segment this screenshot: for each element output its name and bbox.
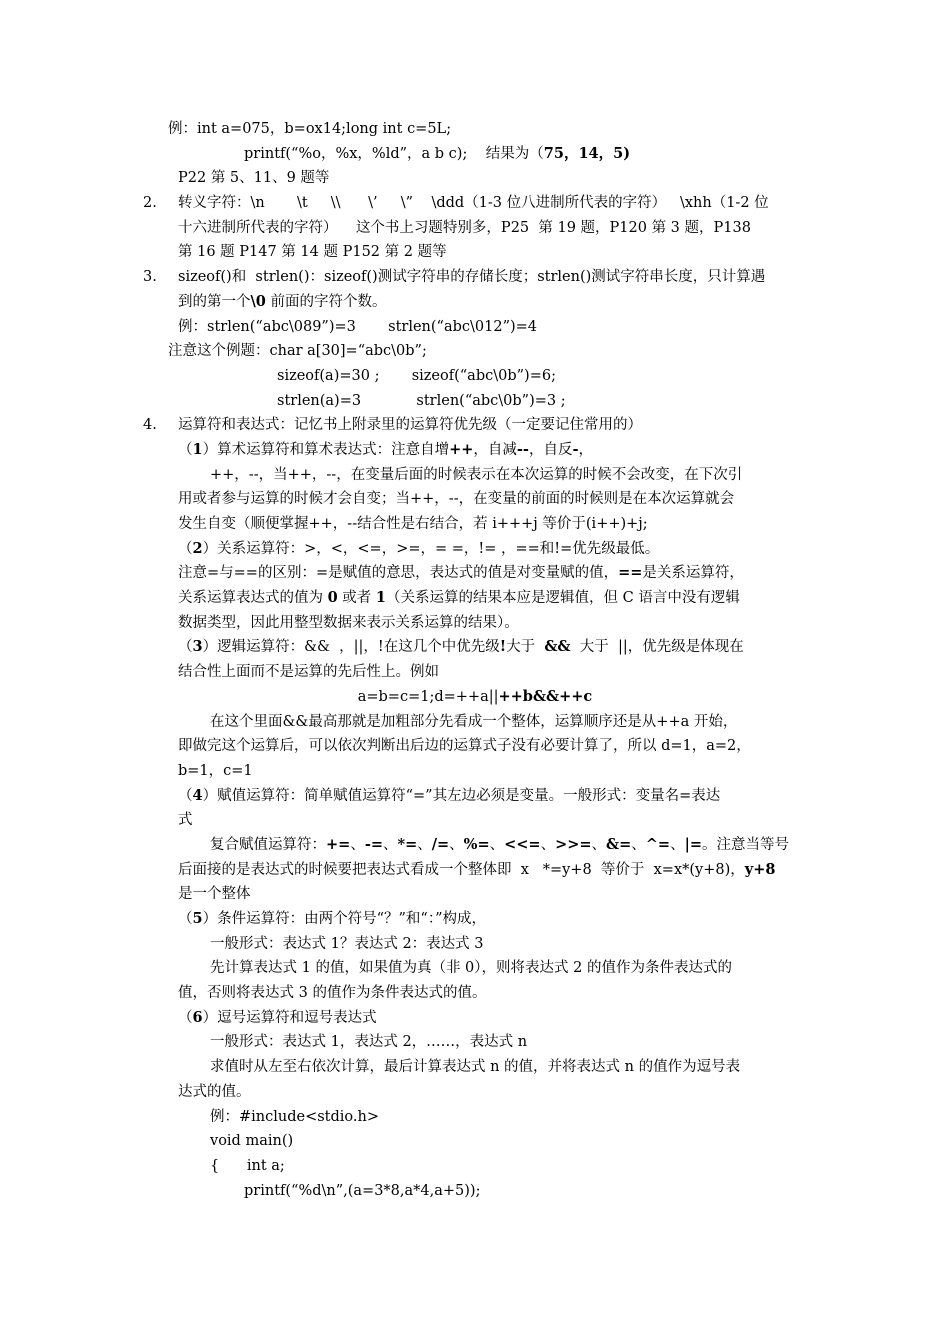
text-line: [0, 191, 950, 216]
bold-text: ==: [618, 564, 643, 582]
text-run: （关系运算的结果本应是逻辑值，但 C 语言中没有逻辑: [386, 590, 740, 607]
text-line: [0, 117, 950, 142]
text-line: [0, 290, 950, 315]
line-text: 在这个里面&&最高那就是加粗部分先看成一个整体，运算顺序还是从++a 开始，: [210, 713, 738, 730]
line-text: [178, 537, 659, 562]
line-text: 例：int a=075，b=ox14;long int c=5L;: [168, 121, 452, 137]
bold-text: 75，14，5): [543, 144, 631, 162]
text-run: ，: [578, 441, 593, 458]
text-run: 前面的字符个数。: [265, 293, 387, 310]
bold-text: 2: [192, 539, 203, 557]
list-number: 2.: [143, 195, 157, 212]
line-text: [178, 586, 740, 611]
text-line: [0, 660, 950, 685]
line-text: printf(“%d\n”,(a=3*8,a*4,a+5));: [244, 1182, 481, 1199]
text-line: [0, 1154, 950, 1179]
text-line: [0, 561, 950, 586]
bold-text: ++b&&++c: [498, 687, 593, 705]
text-run: 、: [449, 836, 464, 853]
text-line: [0, 882, 950, 907]
text-run: ）关系运算符：>，<，<=，>=，= =，!= ，==和!=优先级最低。: [202, 540, 660, 557]
line-text: 式: [178, 812, 193, 829]
text-line: [0, 907, 950, 932]
text-line: [0, 734, 950, 759]
text-line: [0, 413, 950, 438]
text-line: [0, 1129, 950, 1154]
line-text: 例：#include<stdio.h>: [210, 1108, 379, 1125]
line-text: [178, 1006, 377, 1031]
text-line: [0, 339, 950, 364]
line-text: [178, 907, 486, 932]
text-run: 、: [631, 836, 646, 853]
text-run: ）逻辑运算符：&& ，||，!在这几个中优先级: [202, 639, 500, 656]
text-run: 、: [417, 836, 432, 853]
text-run: ，自反: [528, 441, 573, 458]
bold-text: 0: [327, 589, 338, 607]
bold-text: <<=: [504, 835, 541, 853]
bold-text: y+8: [744, 860, 776, 878]
text-run: a=b=c=1;d=++a||: [357, 688, 499, 705]
text-run: 复合赋值运算符：: [210, 836, 326, 853]
line-text: [178, 635, 744, 660]
text-run: 、: [489, 836, 505, 853]
bold-text: !: [499, 638, 507, 656]
text-run: 、: [591, 836, 607, 853]
line-text: 达式的值。: [178, 1083, 251, 1100]
list-number: 3.: [143, 269, 157, 286]
text-line: [0, 833, 950, 858]
bold-text: -=: [364, 835, 383, 853]
line-text: 运算符和表达式：记忆书上附录里的运算符优先级（一定要记住常用的）: [178, 417, 642, 434]
text-run: 是关系运算符，: [642, 565, 744, 582]
line-text: 十六进制所代表的字符） 这个书上习题特别多，P25 第 19 题，P120 第 3 题，P138: [178, 219, 751, 236]
line-text: 是一个整体: [178, 886, 251, 903]
bold-text: ^=: [645, 835, 671, 853]
text-run: 大于: [506, 639, 545, 656]
line-text: 例：strlen(“abc\089”)=3 strlen(“abc\012”)=4: [178, 318, 538, 335]
text-run: 、: [350, 836, 365, 853]
text-run: （: [178, 787, 193, 804]
line-text: [244, 142, 630, 167]
line-text: [178, 561, 744, 586]
text-line: [0, 315, 950, 340]
line-text: 转义字符：\n \t \\ \’ \” \ddd（1-3 位八进制所代表的字符） \xhh（1-2 位: [178, 195, 769, 212]
bold-text: +=: [326, 835, 351, 853]
text-run: 到的第一个: [178, 293, 251, 310]
text-run: （: [178, 1009, 193, 1026]
bold-text: %=: [463, 835, 490, 853]
text-line: [0, 487, 950, 512]
text-run: ，自减: [473, 441, 517, 458]
bold-text: 1: [375, 589, 387, 607]
line-text: void main(): [210, 1133, 294, 1150]
text-line: [0, 1080, 950, 1105]
text-line: [0, 784, 950, 809]
text-run: 、: [670, 836, 685, 853]
text-line: [0, 611, 950, 636]
text-run: printf(“%o，%x，%ld”，a b c); 结果为（: [244, 145, 544, 162]
line-text: [210, 833, 789, 858]
text-line: [0, 1030, 950, 1055]
line-text: [178, 858, 775, 883]
line-text: 值，否则将表达式 3 的值作为条件表达式的值。: [178, 985, 487, 1002]
text-line: [0, 1006, 950, 1031]
line-text: 结合性上面而不是运算的先后性上。例如: [178, 664, 439, 681]
text-run: （: [178, 911, 193, 927]
text-line: [0, 1105, 950, 1130]
text-line: [0, 438, 950, 463]
bold-text: *=: [397, 835, 418, 853]
line-text: b=1，c=1: [178, 762, 253, 779]
bold-text: --: [516, 440, 529, 458]
text-run: ）算术运算符和算术表达式：注意自增: [202, 441, 450, 458]
text-line: [0, 142, 950, 167]
text-line: [0, 956, 950, 981]
text-run: 、: [382, 836, 398, 853]
text-line: [0, 981, 950, 1006]
bold-text: -: [572, 440, 579, 458]
text-run: （: [178, 441, 193, 458]
line-text: [358, 689, 593, 705]
line-text: 第 16 题 P147 第 14 题 P152 第 2 题等: [178, 244, 447, 261]
bold-text: >>=: [555, 835, 592, 853]
bold-text: \0: [250, 292, 266, 310]
bold-text: 3: [192, 638, 203, 656]
bold-text: 5: [192, 910, 203, 927]
line-text: 一般形式：表达式 1，表达式 2，……，表达式 n: [210, 1034, 528, 1051]
line-text: 注意这个例题：char a[30]=“abc\0b”;: [168, 343, 427, 360]
text-run: ）逗号运算符和逗号表达式: [202, 1009, 377, 1026]
line-text: P22 第 5、11、9 题等: [178, 170, 330, 187]
line-text: 数据类型，因此用整型数据来表示关系运算的结果）。: [178, 614, 519, 631]
text-run: （: [178, 639, 193, 656]
bold-text: 6: [192, 1008, 203, 1026]
line-text: [178, 784, 720, 809]
text-line: [0, 265, 950, 290]
line-text: 即做完这个运算后，可以依次判断出后边的运算式子没有必要计算了，所以 d=1，a=2，: [178, 738, 751, 755]
line-text: 求值时从左至右依次计算，最后计算表达式 n 的值，并将表达式 n 的值作为逗号表: [210, 1059, 741, 1076]
bold-text: &=: [606, 835, 632, 853]
text-line: [0, 586, 950, 611]
text-run: ）条件运算符：由两个符号“？”和“：”构成，: [202, 911, 486, 927]
text-run: 关系运算表达式的值为: [178, 590, 328, 607]
line-text: 先计算表达式 1 的值，如果值为真（非 0），则将表达式 2 的值作为条件表达式的: [210, 960, 732, 977]
line-text: ++，--，当++，--，在变量后面的时候表示在本次运算的时候不会改变，在下次引: [210, 466, 743, 483]
text-line: [0, 463, 950, 488]
text-line: [0, 364, 950, 389]
text-line: [0, 537, 950, 562]
bold-text: |=: [684, 835, 703, 853]
line-text: sizeof()和 strlen()：sizeof()测试字符串的存储长度；strlen()测试字符串长度，只计算遇: [178, 269, 766, 286]
text-line: [0, 1055, 950, 1080]
text-line: [0, 389, 950, 414]
text-run: ）赋值运算符：简单赋值运算符“=”其左边必须是变量。一般形式：变量名=表达: [202, 787, 721, 804]
text-line: [0, 166, 950, 191]
text-line: [0, 710, 950, 735]
line-text: [178, 290, 387, 315]
bold-text: 1: [192, 440, 203, 458]
bold-text: 4: [192, 786, 203, 804]
text-line: [0, 635, 950, 660]
text-run: 、: [540, 836, 556, 853]
text-line: [0, 808, 950, 833]
bold-text: ++: [449, 440, 474, 458]
line-text: 发生自变（顺便掌握++，--结合性是右结合，若 i+++j 等价于(i++)+j;: [178, 516, 648, 532]
text-line: [0, 685, 950, 710]
text-line: [0, 240, 950, 265]
line-text: [178, 438, 593, 463]
text-line: [0, 216, 950, 241]
line-text: strlen(a)=3 strlen(“abc\0b”)=3 ;: [277, 392, 566, 409]
text-line: [0, 858, 950, 883]
text-line: [0, 1179, 950, 1204]
bold-text: &&: [544, 638, 571, 656]
line-text: sizeof(a)=30 ; sizeof(“abc\0b”)=6;: [277, 367, 556, 384]
text-line: [0, 759, 950, 784]
text-run: 后面接的是表达式的时候要把表达式看成一个整体即 x *=y+8 等价于 x=x*(y+8)，: [178, 861, 745, 878]
text-run: 。注意当等号: [702, 836, 790, 853]
document-page: [0, 117, 950, 1203]
text-run: 大于 ||，优先级是体现在: [570, 639, 744, 656]
text-run: 注意=与==的区别：=是赋值的意思，表达式的值是对变量赋的值，: [178, 565, 619, 582]
list-number: 4.: [143, 417, 157, 434]
line-text: { int a;: [210, 1157, 285, 1174]
bold-text: /=: [431, 835, 450, 853]
text-line: [0, 932, 950, 957]
line-text: 一般形式：表达式 1？表达式 2：表达式 3: [210, 935, 484, 952]
text-run: （: [178, 540, 193, 557]
text-line: [0, 512, 950, 537]
line-text: 用或者参与运算的时候才会自变；当++，--，在变量的前面的时候则是在本次运算就会: [178, 491, 735, 508]
text-run: 或者: [337, 590, 376, 607]
